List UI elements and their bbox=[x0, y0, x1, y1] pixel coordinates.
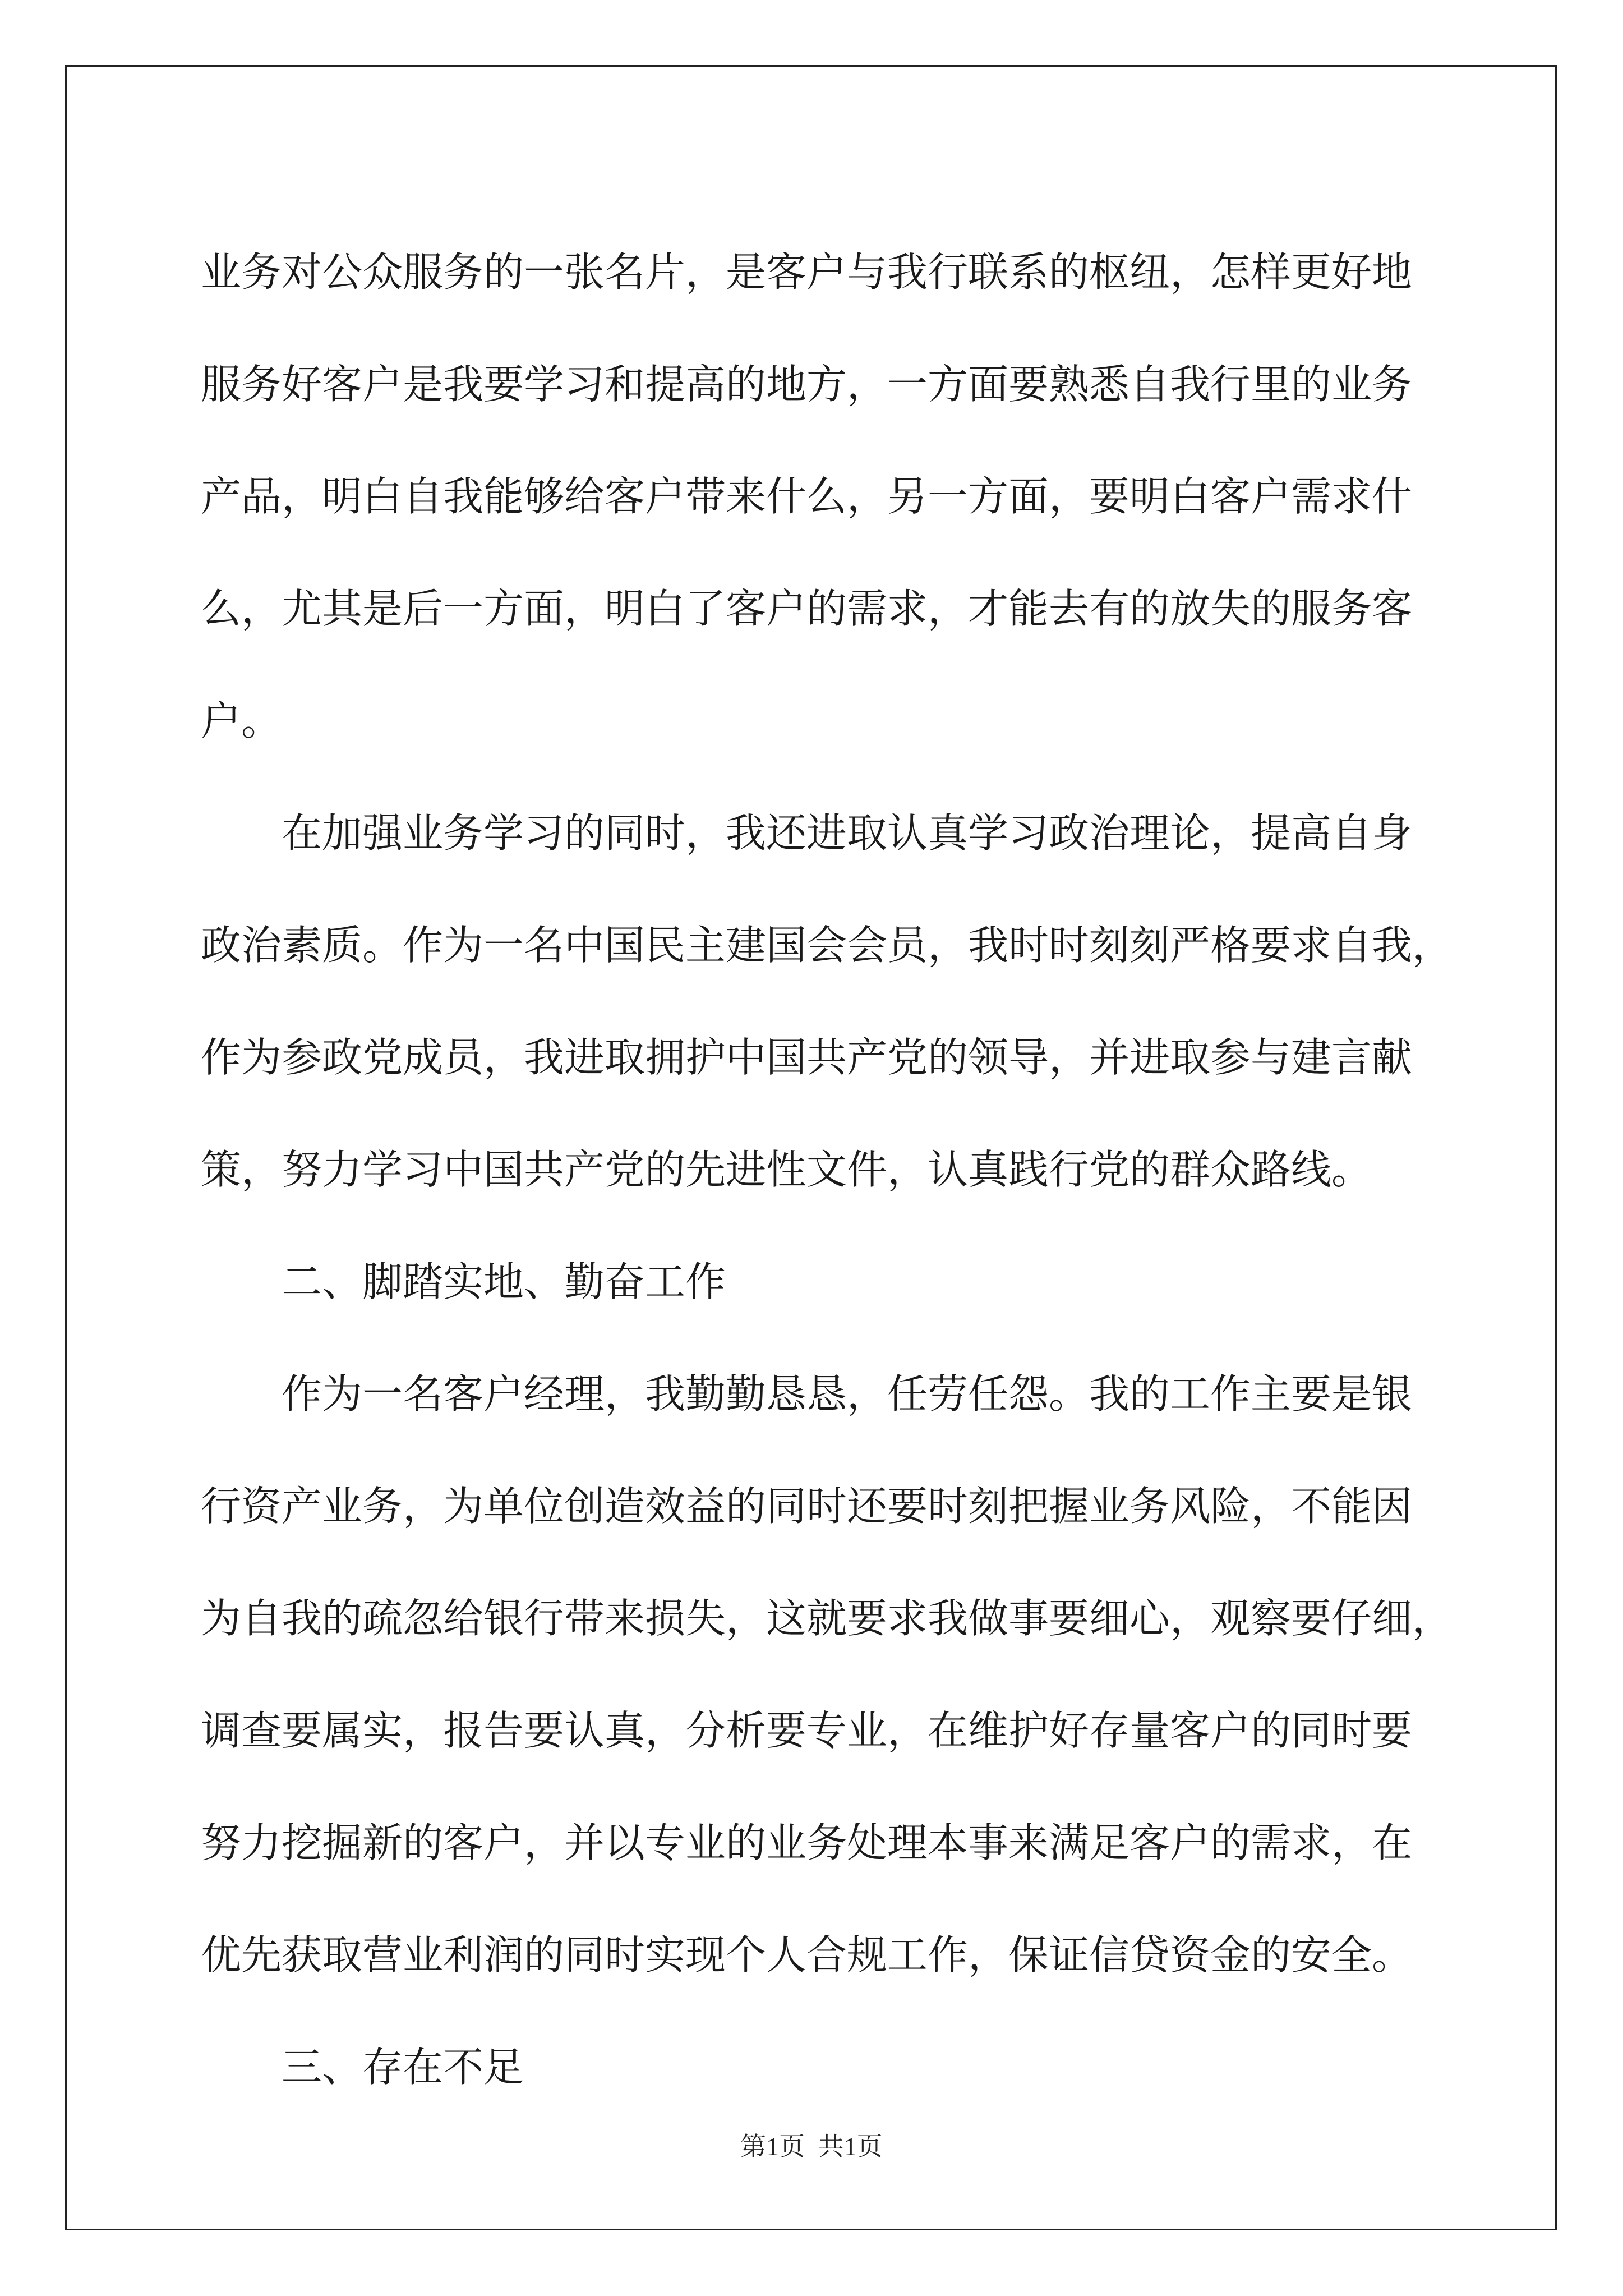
text-line: 调查要属实，报告要认真，分析要专业，在维护好存量客户的同时要 bbox=[201, 1707, 1413, 1754]
text-line: 作为参政党成员，我进取拥护中国共产党的领导，并进取参与建言献 bbox=[201, 1034, 1413, 1081]
text-line: 行资产业务，为单位创造效益的同时还要时刻把握业务风险，不能因 bbox=[201, 1483, 1413, 1530]
paragraph-start-line: 在加强业务学习的同时，我还进取认真学习政治理论，提高自身 bbox=[282, 809, 1413, 857]
text-line: 业务对公众服务的一张名片，是客户与我行联系的枢纽，怎样更好地 bbox=[201, 249, 1413, 296]
page-total: 共1页 bbox=[818, 2132, 883, 2161]
page-number: 第1页 bbox=[740, 2132, 805, 2161]
text-line: 服务好客户是我要学习和提高的地方，一方面要熟悉自我行里的业务 bbox=[201, 361, 1413, 408]
text-line: 么，尤其是后一方面，明白了客户的需求，才能去有的放失的服务客 bbox=[201, 585, 1413, 632]
document-body bbox=[201, 216, 1453, 2123]
text-line: 户。 bbox=[201, 697, 282, 744]
paragraph-start-line: 作为一名客户经理，我勤勤恳恳，任劳任怨。我的工作主要是银 bbox=[282, 1370, 1413, 1418]
page-footer bbox=[0, 2126, 1623, 2163]
text-line: 策，努力学习中国共产党的先进性文件，认真践行党的群众路线。 bbox=[201, 1146, 1372, 1193]
text-line: 政治素质。作为一名中国民主建国会会员，我时时刻刻严格要求自我， bbox=[201, 922, 1453, 969]
text-line: 产品，明白自我能够给客户带来什么，另一方面，要明白客户需求什 bbox=[201, 473, 1413, 520]
text-line: 优先获取营业利润的同时实现个人合规工作，保证信贷资金的安全。 bbox=[201, 1931, 1413, 1978]
text-line: 为自我的疏忽给银行带来损失，这就要求我做事要细心，观察要仔细， bbox=[201, 1595, 1453, 1642]
section-heading: 二、脚踏实地、勤奋工作 bbox=[282, 1258, 726, 1305]
section-heading: 三、存在不足 bbox=[282, 2044, 524, 2091]
text-line: 努力挖掘新的客户，并以专业的业务处理本事来满足客户的需求，在 bbox=[201, 1819, 1413, 1866]
